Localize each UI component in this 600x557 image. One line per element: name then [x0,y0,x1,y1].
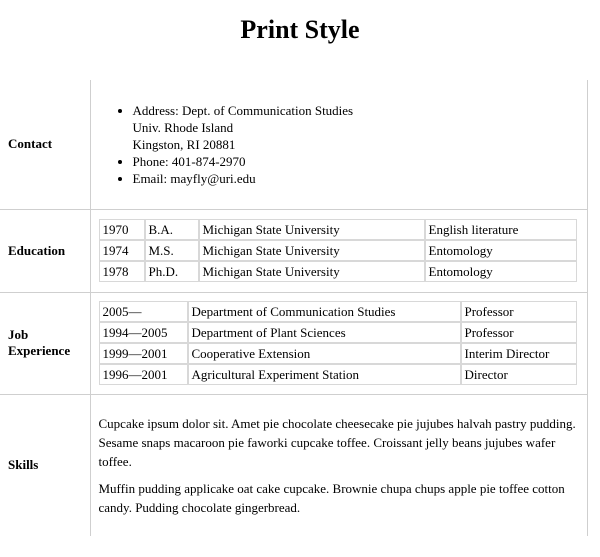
edu-degree: Ph.D. [145,261,199,282]
phone-label: Phone: [132,153,169,169]
contact-cell [90,80,588,209]
job-years: 1994—2005 [99,322,188,343]
table-row [99,322,577,343]
contact-email-item [133,170,580,187]
job-cell [90,292,588,394]
table-row [99,219,577,240]
job-org: Department of Plant Sciences [188,322,461,343]
address-label: Address: [132,102,179,118]
education-cell [90,209,588,292]
email-value: mayfly@uri.edu [170,170,256,186]
skills-paragraph: Muffin pudding applicake oat cake cupcake. Brownie chupa chups apple pie toffee cotton candy. Pudding chocolate gingerbread. [98,480,565,515]
edu-degree: M.S. [145,240,199,261]
address-line-1: Dept. of Communication Studies [181,102,354,118]
phone-value: 401-874-2970 [171,153,246,169]
job-row [0,292,588,394]
job-table [99,301,577,385]
job-org: Agricultural Experiment Station [188,364,461,385]
edu-school: Michigan State University [199,219,425,240]
job-org: Department of Communication Studies [188,301,461,322]
edu-year: 1970 [99,219,145,240]
job-role: Interim Director [461,343,577,364]
skills-row [0,394,588,536]
address-line-2: Univ. Rhode Island [132,119,234,135]
table-row [99,261,577,282]
education-heading: Education [0,209,90,292]
table-row [99,301,577,322]
job-org: Cooperative Extension [188,343,461,364]
job-role: Professor [461,322,577,343]
skills-paragraph: Cupcake ipsum dolor sit. Amet pie chocolate cheesecake pie jujubes halvah pastry pudding. Sesame snaps macaroon pie faworki cupcake toffee. Croissant jelly beans jujubes wafer toffee. [98,415,576,469]
job-years: 2005— [99,301,188,322]
address-line-3: Kingston, RI 20881 [132,136,236,152]
edu-degree: B.A. [145,219,199,240]
contact-heading: Contact [0,80,90,209]
edu-field: Entomology [425,240,577,261]
job-years: 1999—2001 [99,343,188,364]
edu-school: Michigan State University [199,261,425,282]
job-heading-line-2: Experience [8,343,71,358]
edu-field: English literature [425,219,577,240]
table-row [99,343,577,364]
contact-row [0,80,588,209]
email-label: Email: [132,170,168,186]
skills-cell [90,394,588,536]
job-heading-line-1: Job [8,327,29,342]
contact-address-item [133,102,580,153]
job-heading [0,292,90,394]
table-row [99,364,577,385]
edu-school: Michigan State University [199,240,425,261]
skills-heading: Skills [0,394,90,536]
education-row [0,209,588,292]
edu-year: 1978 [99,261,145,282]
table-row [99,240,577,261]
resume-table [0,80,588,536]
job-role: Professor [461,301,577,322]
job-years: 1996—2001 [99,364,188,385]
contact-phone-item [133,153,580,170]
job-role: Director [461,364,577,385]
contact-list [99,102,580,187]
education-table [99,219,577,282]
page-title: Print Style [240,15,360,44]
edu-field: Entomology [425,261,577,282]
edu-year: 1974 [99,240,145,261]
